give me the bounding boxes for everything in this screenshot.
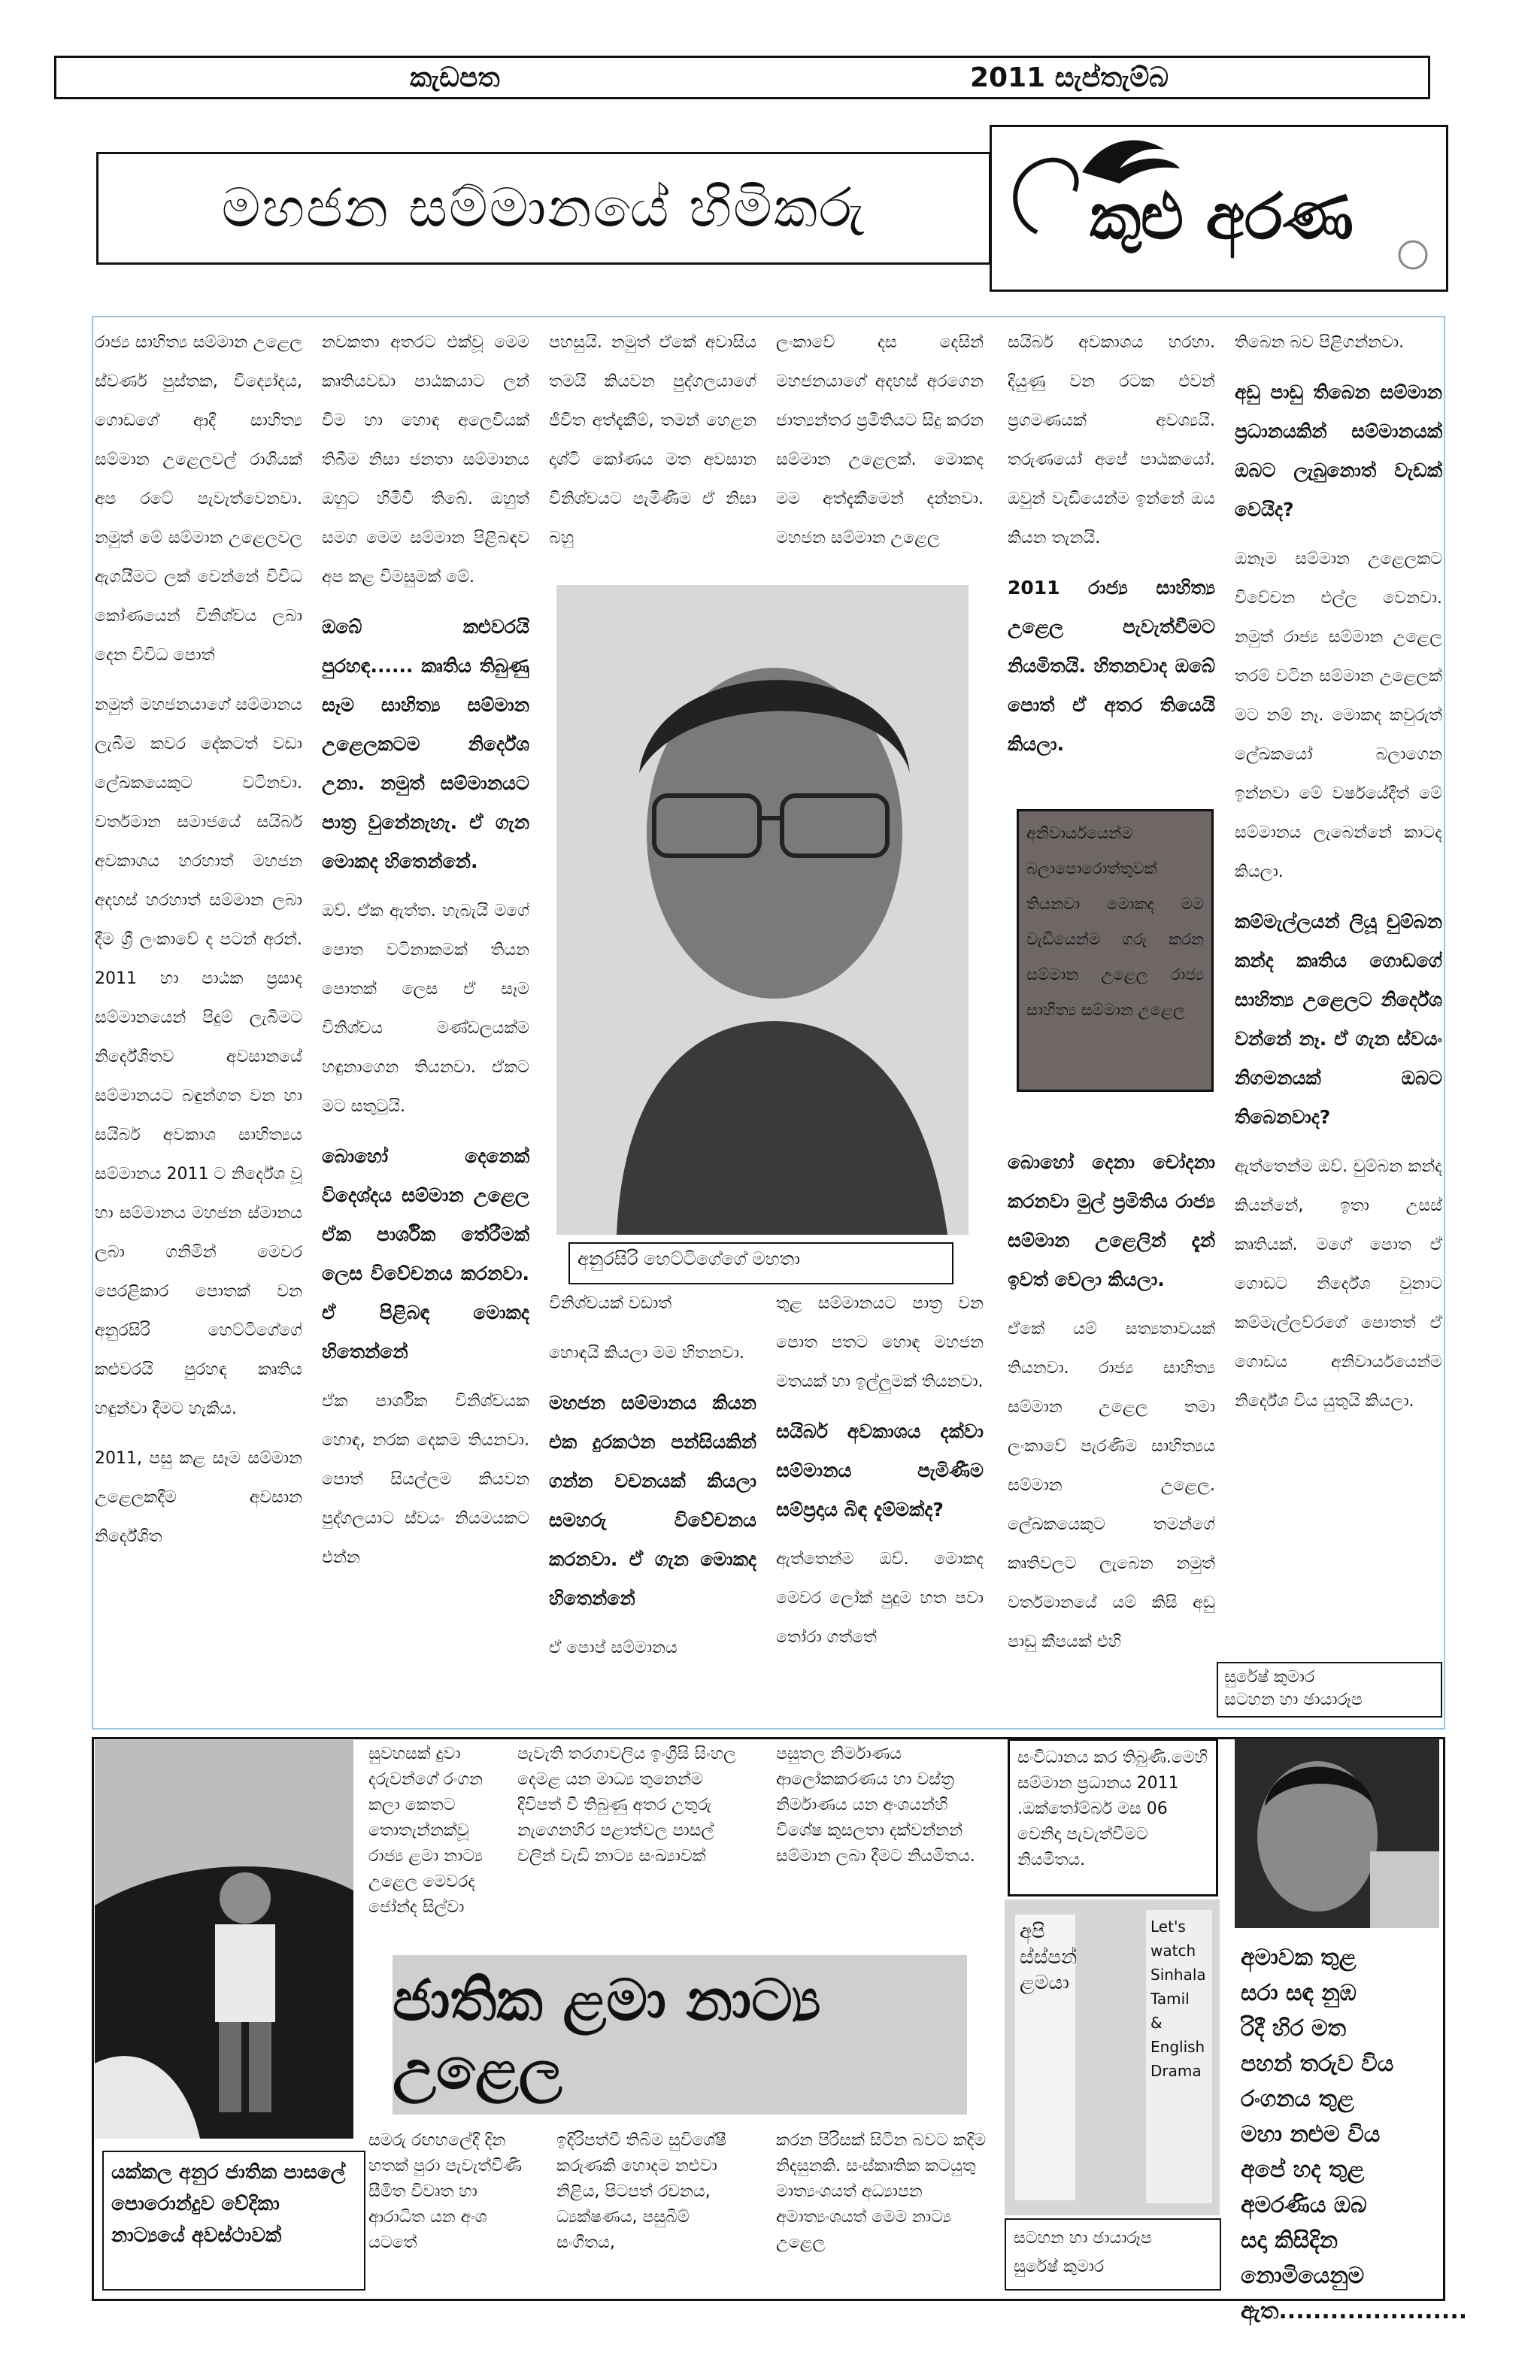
column-4-paragraph: තුළ සම්මානයට පාත්‍ර වන පොත පතට හොඳ මහජන මතයක් හා ඉල්ලුමක් තියනවා. <box>776 1294 984 1391</box>
bottom-column-4-box <box>1008 1739 1218 1896</box>
column-6-paragraph: තිබෙන බව පිළිගන්නවා. <box>1235 333 1405 352</box>
sign-text: Tamil <box>1150 1990 1190 2008</box>
article-column-3-bottom <box>549 1242 756 1731</box>
child-performer-icon <box>95 1740 353 2139</box>
article-column-5-bottom <box>1008 1143 1215 1737</box>
column-4-paragraph: ඇත්තෙන්ම ඔව්. මොකද මෙවර ලෝක් පුදුම හත පවා තෝරා ගත්තේ <box>776 1550 984 1647</box>
masthead-date: 2011 සැප්තැම්බ <box>970 62 1169 93</box>
column-3-paragraph: විනිශ්චයක් වඩාත් <box>549 1294 672 1313</box>
poem-line: ඇත...................... <box>1241 2298 1468 2324</box>
sign-text: Sinhala <box>1150 1966 1206 1984</box>
article-column-6 <box>1235 323 1442 1662</box>
caption-role: සටහන හා ඡායාරූප <box>1014 2229 1152 2248</box>
bottom-column-5: සමරු රඟහලේදී දින හතක් පුරා පැවැත්විණි සීමිත විවෘත හා ආරාධිත යන අංශ යටතේ <box>368 2131 522 2252</box>
interview-question: ඔබේ කළුවරයි පුරහඳ...... කෘතිය තිබුණු සෑම සාහිත්‍ය සම්මාන උළෙලකටම නිර්දේශ උනා. නමුත් සම්මානයට පාත්‍ර වුනේනැහැ. ඒ ගැන මොකද හිතෙන්නේ. <box>322 616 529 872</box>
column-3-paragraph: හොඳයි කියලා මම හිතනවා. <box>549 1344 744 1363</box>
column-6-paragraph: ඔනෑම සම්මාන උළෙලකට විවේචන එල්ල වෙනවා. නමුත් රාජ්‍ය සම්මාන උළෙල තරම් වටින සම්මාන උළෙලක් මට නම් නෑ. මොකද කවුරුත් ලේඛකයෝ බලාගෙන ඉන්නවා මේ වර්ෂයේදීත් මේ සම්මානය ලැබෙන්නේ කාටද කියලා. <box>1235 550 1442 881</box>
sign-board-2 <box>1146 1910 1212 2203</box>
poem-line: සදා කිසිදින <box>1241 2227 1338 2254</box>
sign-text: & <box>1150 2014 1163 2032</box>
bottom-column-1: සුවහසක් දුවා දරුවන්ගේ රංගන කලා කෙතට තොතැන්නක්වූ රාජ්‍ය ළමා නාට්‍ය උළෙල මෙවරද ජෝන්ද සිල්වා <box>368 1745 484 1917</box>
elder-man-portrait-icon <box>1235 1739 1439 1928</box>
caption-author: සුරේෂ් කුමාර <box>1014 2257 1105 2276</box>
interview-question: බොහෝ දෙනෙක් විදෙශ්දය සම්මාන උළෙල ඒක පාර්ශික තේරීමක් ලෙස විවේචනය කරනවා. ඒ පිළිබඳ මොකද හිතෙන්නේ <box>322 1145 529 1363</box>
pull-quote: අනිවාර්යයෙන්ම බලාපොරොත්තුවක් තියනවා මොකද මම වැඩියෙන්ම ගරු කරන සම්මාන උළෙල රාජ්‍ය සාහිත්‍ය සම්මාන උළෙල <box>1026 824 1204 1019</box>
interview-question: අඩු පාඩු තිබෙන සම්මාන ප්‍රධානයකින් සම්මානයක් ඔබට ලැබුනොත් වැඩක් වෙයිද? <box>1235 381 1442 520</box>
poem-line: අමරණිය ඔබ <box>1241 2192 1367 2218</box>
column-3-paragraph: ඒ පොප් සම්මානය <box>549 1639 678 1657</box>
credit-author: සුරේෂ් කුමාර <box>1224 1668 1315 1687</box>
poem-line: නොමියෙනුම <box>1241 2263 1365 2289</box>
article-credit <box>1217 1662 1442 1718</box>
article-column-5-top <box>1008 323 1215 805</box>
column-1-paragraph: රාජ්‍ය සාහිත්‍ය සම්මාන උළෙල ස්වර්ණ පුස්තක, විද්‍යෝදය, ගොඩගේ ආදී සාහිත්‍ය සම්මාන උළෙලවල් රාශියක් අප රටේ පැවැත්වෙනවා. නමුත් මේ සම්මාන උළෙලවල ඇගයීමට ලක් වෙන්නේ විවිධ කෝණයෙන් විනිශ්චය ලබා දෙන විවිධ පොත් <box>95 333 302 665</box>
pull-quote-box <box>1017 809 1214 1092</box>
column-6-paragraph: ඇත්තෙන්ම ඔව්. චුම්බන කන්ද කියන්නේ, ඉතා උසස් කෘතියක්. මගේ පොත ඒ ගොඩට නිර්දේශ වුනාට කම්මැල්ලව්රගේ පොතත් ඒ ගොඩය අනිවාර්යයෙන්ම නිර්දේශ විය යුතුයි කියලා. <box>1235 1157 1442 1411</box>
poem-line: අපේ හද තුළ <box>1241 2157 1365 2183</box>
column-2-paragraph: නවකතා අතරට එක්වූ මෙම කෘතියවඩා පාඨකයාට ලන් වීම හා හොඳ අලෙවියක් තිබීම නිසා ජනතා සම්මානය ඔහුට හිමිවී තිබේ. ඔහුත් සමග මෙම සම්මාන පිළිබඳව අප කළ විමසුමක් මේ. <box>322 333 529 587</box>
article-column-4-bottom <box>776 1242 984 1731</box>
article-column-2 <box>322 323 529 1737</box>
masthead-publication: කැඩපත <box>410 62 500 93</box>
column-3-paragraph: පහසුයි. නමුත් ඒකේ අවාසිය තමයි කියවන පුද්ගලයාගේ ජීවිත අත්දැකීම්, තමන් හෙළන දෘශ්ටි කෝණය මත අවසාන විනිශ්චයට පැමිණීම ඒ නිසා බහු <box>549 333 756 547</box>
bottom-column-6: ඉදිරිපත්වී තිබිම සුවිශේෂී කරුණකි හොදම නළුවා නිළිය, පිටපත් රචනය, ධ්‍යක්ෂණය, පසුබිම් සංගීතය, <box>556 2131 727 2252</box>
column-5-paragraph: සයිබර් අවකාශය හරහා. දියුණු වන රටක එවන් ප්‍රගමණයක් අවශ්‍යයි. තරුණයෝ අපේ පාඨකයෝ. ඔවුන් වැඩියෙන්ම ඉන්නේ ඔය කියන තැනයි. <box>1008 333 1215 547</box>
column-2-paragraph: ඒක පාර්ශික විනිශ්චයක හොඳ, නරක දෙකම තියනවා. පොත් සියල්ලම කියවන පුද්ගලයාට ස්වයං නියමයකට එන්න <box>322 1392 529 1567</box>
sign-text: English <box>1150 2038 1205 2056</box>
sign-text: ළමයා <box>1020 1972 1069 1994</box>
poem-line: අමාවක තුළ <box>1241 1945 1357 1971</box>
credit-role: සටහන හා ඡායාරූප <box>1224 1690 1363 1709</box>
section-logo <box>990 125 1448 292</box>
bottom-column-4: සංවිධානය කර තිබුණි.මෙහි සම්මාන ප්‍රධානය 2011 .ඔක්තෝම්බර් මස 06 වෙනිදා පැවැත්වීමට නියමිතය. <box>1017 1748 1208 1869</box>
poem-line: මහා නළුම විය <box>1241 2121 1381 2148</box>
interview-question: කම්මැල්ලයන් ලියූ චුම්බන කන්ද කෘතිය ගොඩගේ සාහිත්‍ය උළෙලට නිර්දේශ වන්නේ නෑ. ඒ ගැන ස්වයං නිගමනයක් ඔබට තිබෙනවාද? <box>1235 911 1442 1128</box>
photo-caption: අනුරසිරි හෙට්ටිගේගේ මහතා <box>568 1242 953 1284</box>
sign-text: Drama <box>1150 2062 1202 2080</box>
interview-question: සයිබර් අවකාශය දක්වා සම්මානය පැමිණීම සම්ප්‍රදාය බිඳ දැම්මක්ද? <box>776 1420 984 1520</box>
interview-question: 2011 රාජ්‍ය සාහිත්‍ය උළෙල පැවැත්වීමට නියමිතයි. හිතනවාද ඔබේ පොත් ඒ අතර තියෙයි කියලා. <box>1008 577 1215 755</box>
article-column-4-top <box>776 323 984 572</box>
poem-line: පහන් තරුව විය <box>1241 2051 1394 2077</box>
poem-line: සරා සඳ නුඹ <box>1241 1980 1357 2006</box>
column-5-paragraph: ඒකේ යම් සත්‍යතාවයක් තියනවා. රාජ්‍ය සාහිත්‍ය සම්මාන උළෙල තමා ලංකාවේ පැරණිම සාහිත්‍යය සම්මාන උළෙල. ලේඛකයෙකුට තමන්ගේ කෘතිවලට ලැබෙන නමුත් වර්තමානයේ යම් කිසි අඩු පාඩු කීපයක් එහි <box>1008 1320 1215 1651</box>
masthead-bar <box>54 56 1430 99</box>
stage-photo <box>95 1740 353 2139</box>
stage-photo-caption: යක්කල අනුර ජාතික පාසලේ පොරොන්දුව වේදිකා නාට්‍යයේ අවස්ථාවක් <box>102 2151 365 2291</box>
article-column-1 <box>95 323 302 1737</box>
memorial-poem <box>1241 1940 1468 2324</box>
signs-photo-caption <box>1005 2218 1221 2291</box>
interview-question: බොහෝ දෙනා චෝදනා කරනවා මුල් ප්‍රමිතිය රාජ්‍ය සම්මාන උළෙලින් දැන් ඉවත් වෙලා කියලා. <box>1008 1151 1215 1290</box>
signs-photo <box>1005 1899 1220 2215</box>
column-2-paragraph: ඔව්. ඒක ඇත්ත. හැබැයි මගේ පොත වටිනාකමක් තියන පොතක් ලෙස ඒ සෑම විනිශ්චය මණ්ඩලයක්ම හඳුනාගෙන තියනවා. ඒකට මට සතුටුයි. <box>322 902 529 1116</box>
headline: මහජන සම්මානයේ හිමිකරු <box>221 176 866 239</box>
sign-text: Let's <box>1150 1918 1186 1936</box>
column-1-paragraph: නමුත් මහජනයාගේ සම්මානය ලැබීම කවර දේකටත් වඩා ලේඛකයෙකුට වටිනවා. වර්තමාන සමාජයේ සයිබර් අවකාශය හරහාත් මහජන අදහස් හරහාත් සම්මාන ලබා දීම ශ්‍රී ලංකාවේ ද පටන් අරන්. 2011 හා පාඨක ප්‍රසාද සම්මානයෙන් පිදුම් ලැබීමට නිර්දේශිතව අවසානයේ සම්මානයට බඳුන්ගත වන හා සයිබර් අවකාශ සාහිත්‍යය සම්මානය 2011 ට නිර්දේශ වූ හා සම්මානය මහජන ස්මානය ලබා ගනිමින් මෙවර පෙරළිකාර පොතක් වන අනුරසිරි හෙට්ටිගේගේ කළුවරයි පුරහඳ කෘතිය හඳුන්වා දීමට හැකිය. <box>95 696 302 1418</box>
sign-board-1 <box>1015 1915 1078 2200</box>
memorial-portrait <box>1235 1739 1439 1928</box>
column-1-paragraph: 2011, පසු කළ සෑම සම්මාන උළෙලකදීම අවසාන නිර්දේශිත <box>95 1449 302 1546</box>
bottom-column-3: පසුතල නිර්මාණය ආලෝකකරණය හා වස්ත්‍ර නිර්මාණය යන අංශයන්හි විශේෂ කුසලතා දක්වන්නන් සම්මාන ලබා දීමට නියමිතය. <box>776 1745 975 1866</box>
sign-text: watch <box>1150 1942 1196 1960</box>
article-column-3-top <box>549 323 756 572</box>
interview-question: මහජන සම්මානය කියන එක දුරකථන පන්සියකින් ගන්න වචනයක් කියලා සමහරු විවේචනය කරනවා. ඒ ගැන මොකද හිතෙන්නේ <box>549 1392 756 1609</box>
drama-festival-banner: ජාතික ළමා නාට්‍ය උළෙල <box>393 1955 967 2115</box>
poem-line: රිදී හිර මත <box>1241 2015 1346 2042</box>
portrait-photo <box>556 585 969 1235</box>
logo-text: කුළු අරණ <box>1090 180 1354 253</box>
man-portrait-icon <box>556 585 969 1235</box>
column-4-paragraph: ලංකාවේ දස දෙසින් මහජනයාගේ අදහස් අරගෙන ජාත්‍යන්තර ප්‍රමිතියට සිදු කරන සම්මාන උළෙලක්. මොකද මම අත්දැකීමෙන් දන්නවා. මහජන සම්මාන උළෙල <box>776 333 984 547</box>
headline-box <box>96 152 991 265</box>
sign-text: අපි <box>1020 1921 1045 1943</box>
bottom-column-2: පැවැති තරගාවලිය ඉංග්‍රීසි සිංහල දෙමළ යන මාධ්‍ය තුනෙන්ම දිවිපත් වී තිබුණු අතර උතුරු නැගෙනහිර පළාත්වල පාසල් වලින් වැඩි නාට්‍ය සංඛ්‍යාවක් <box>517 1745 736 1866</box>
poem-line: රංගනය තුළ <box>1241 2086 1354 2112</box>
sign-text: ස්ස්පන් <box>1020 1946 1078 1969</box>
bottom-column-7: කරන පිරිසක් සිටින බවට කදිම නිදසුනකි. සංස්කෘතික කටයුතු මාත්‍යංශයත් අධ්‍යාපන අමාත්‍යංශයත් මෙම නාට්‍ය උළෙල <box>776 2131 987 2252</box>
